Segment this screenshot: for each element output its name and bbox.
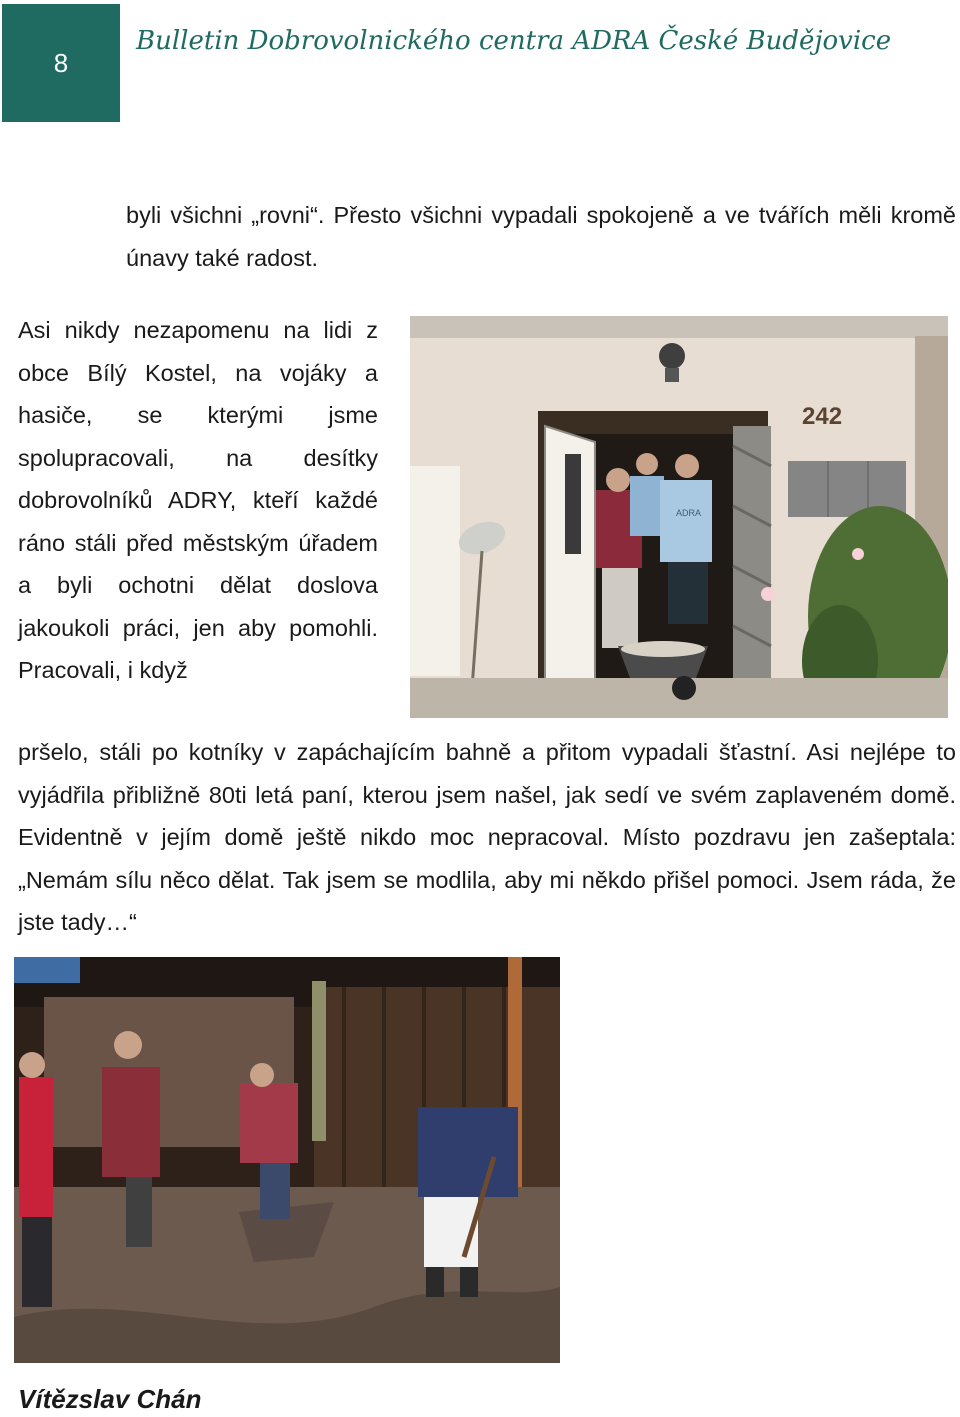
- house-number: 242: [802, 403, 843, 430]
- page-number-badge: [2, 4, 120, 122]
- shirt-print: ADRA: [676, 508, 702, 518]
- author-name: Vítězslav Chán: [18, 1384, 202, 1414]
- continuation-paragraph: pršelo, stáli po kotníky v zapáchajícím bahně a přitom vypadali šťastní. Asi nejlépe to vyjádřila přibližně 80ti letá paní, kterou jsem našel, jak sedí ve svém zaplaveném domě. Evidentně v jejím domě ještě nikdo moc nepracoval. Místo pozdravu jen zašeptala: „Nemám sílu něco dělat. Tak jsem se modlila, aby mi někdo přišel pomoci. Jsem ráda, že jste tady…“: [18, 739, 956, 935]
- house-doorway-photo: [410, 316, 948, 718]
- page-number: 8: [53, 47, 69, 78]
- side-paragraph: Asi nikdy nezapomenu na lidi z obce Bílý Kostel, na vojáky a hasiče, se kterými jsme spolupracovali, na desítky dobrovolníků ADRY, kteří každé ráno stáli před městským úřadem a byli ochotni dělat doslova jakoukoli práci, jen aby pomohli. Pracovali, i když: [18, 317, 378, 683]
- barn-cleanup-photo: [14, 957, 560, 1363]
- intro-paragraph: byli všichni „rovni“. Přesto všichni vypadali spokojeně a ve tvářích měli kromě únavy také radost.: [126, 202, 956, 271]
- bulletin-title: Bulletin Dobrovolnického centra ADRA České Budějovice: [136, 26, 892, 56]
